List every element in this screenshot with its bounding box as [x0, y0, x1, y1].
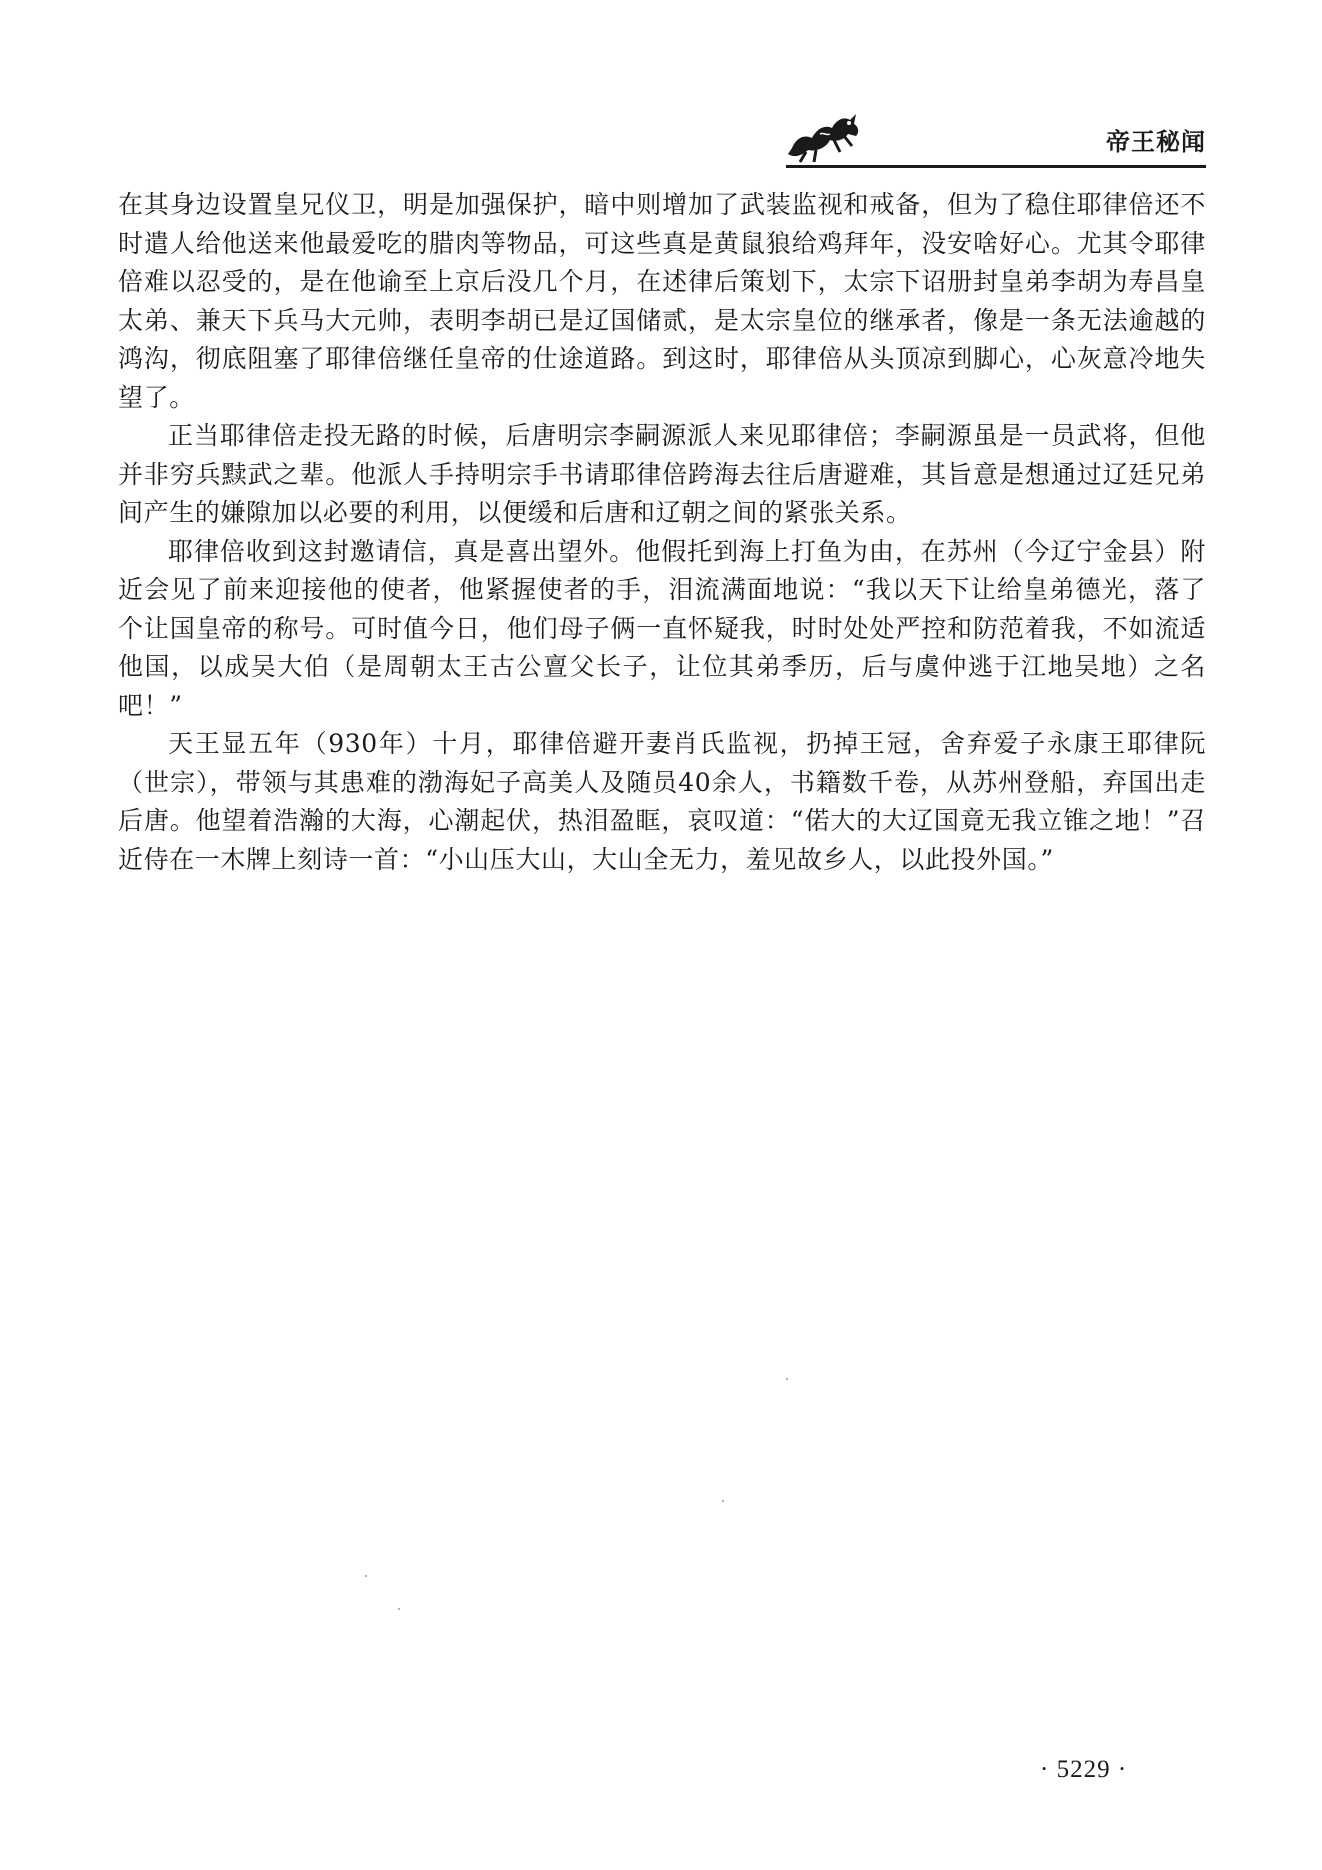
scan-speck — [786, 1378, 788, 1380]
dragon-icon — [786, 108, 862, 164]
scan-speck — [365, 1575, 367, 1577]
paragraph-continued: 在其身边设置皇兄仪卫，明是加强保护，暗中则增加了武装监视和戒备，但为了稳住耶律倍还不时遣人给他送来他最爱吃的腊肉等物品，可这些真是黄鼠狼给鸡拜年，没安啥好心。尤其令耶律倍难以忍受的，是在他谕至上京后没几个月，在述律后策划下，太宗下诏册封皇弟李胡为寿昌皇太弟、兼天下兵马大元帅，表明李胡已是辽国储贰，是太宗皇位的继承者，像是一条无法逾越的鸿沟，彻底阻塞了耶律倍继任皇帝的仕途道路。到这时，耶律倍从头顶凉到脚心，心灰意冷地失望了。 — [118, 190, 1206, 412]
scan-speck — [398, 1608, 400, 1610]
main-text — [118, 186, 1206, 879]
page-number: · 5229 · — [1040, 1756, 1128, 1783]
running-title: 帝王秘闻 — [1106, 128, 1206, 156]
paragraph: 天王显五年（930年）十月，耶律倍避开妻肖氏监视，扔掉王冠，舍弃爱子永康王耶律阮（世宗），带领与其患难的渤海妃子高美人及随员40余人，书籍数千卷，从苏州登船，弃国出走后唐。他望着浩瀚的大海，心潮起伏，热泪盈眶，哀叹道：“偌大的大辽国竟无我立锥之地！”召近侍在一木牌上刻诗一首：“小山压大山，大山全无力，羞见故乡人，以此投外国。” — [118, 729, 1206, 874]
paragraph: 正当耶律倍走投无路的时候，后唐明宗李嗣源派人来见耶律倍；李嗣源虽是一员武将，但他并非穷兵黩武之辈。他派人手持明宗手书请耶律倍跨海去往后唐避难，其旨意是想通过辽廷兄弟间产生的嫌隙加以必要的利用，以便缓和后唐和辽朝之间的紧张关系。 — [118, 421, 1206, 527]
scan-speck — [722, 1500, 724, 1502]
running-header — [786, 108, 1206, 168]
header-rule — [786, 165, 1206, 168]
paragraph: 耶律倍收到这封邀请信，真是喜出望外。他假托到海上打鱼为由，在苏州（今辽宁金县）附近会见了前来迎接他的使者，他紧握使者的手，泪流满面地说：“我以天下让给皇弟德光，落了个让国皇帝的称号。可时值今日，他们母子俩一直怀疑我，时时处处严控和防范着我，不如流适他国，以成吴大伯（是周朝太王古公亶父长子，让位其弟季历，后与虞仲逃于江地吴地）之名吧！” — [118, 536, 1206, 720]
